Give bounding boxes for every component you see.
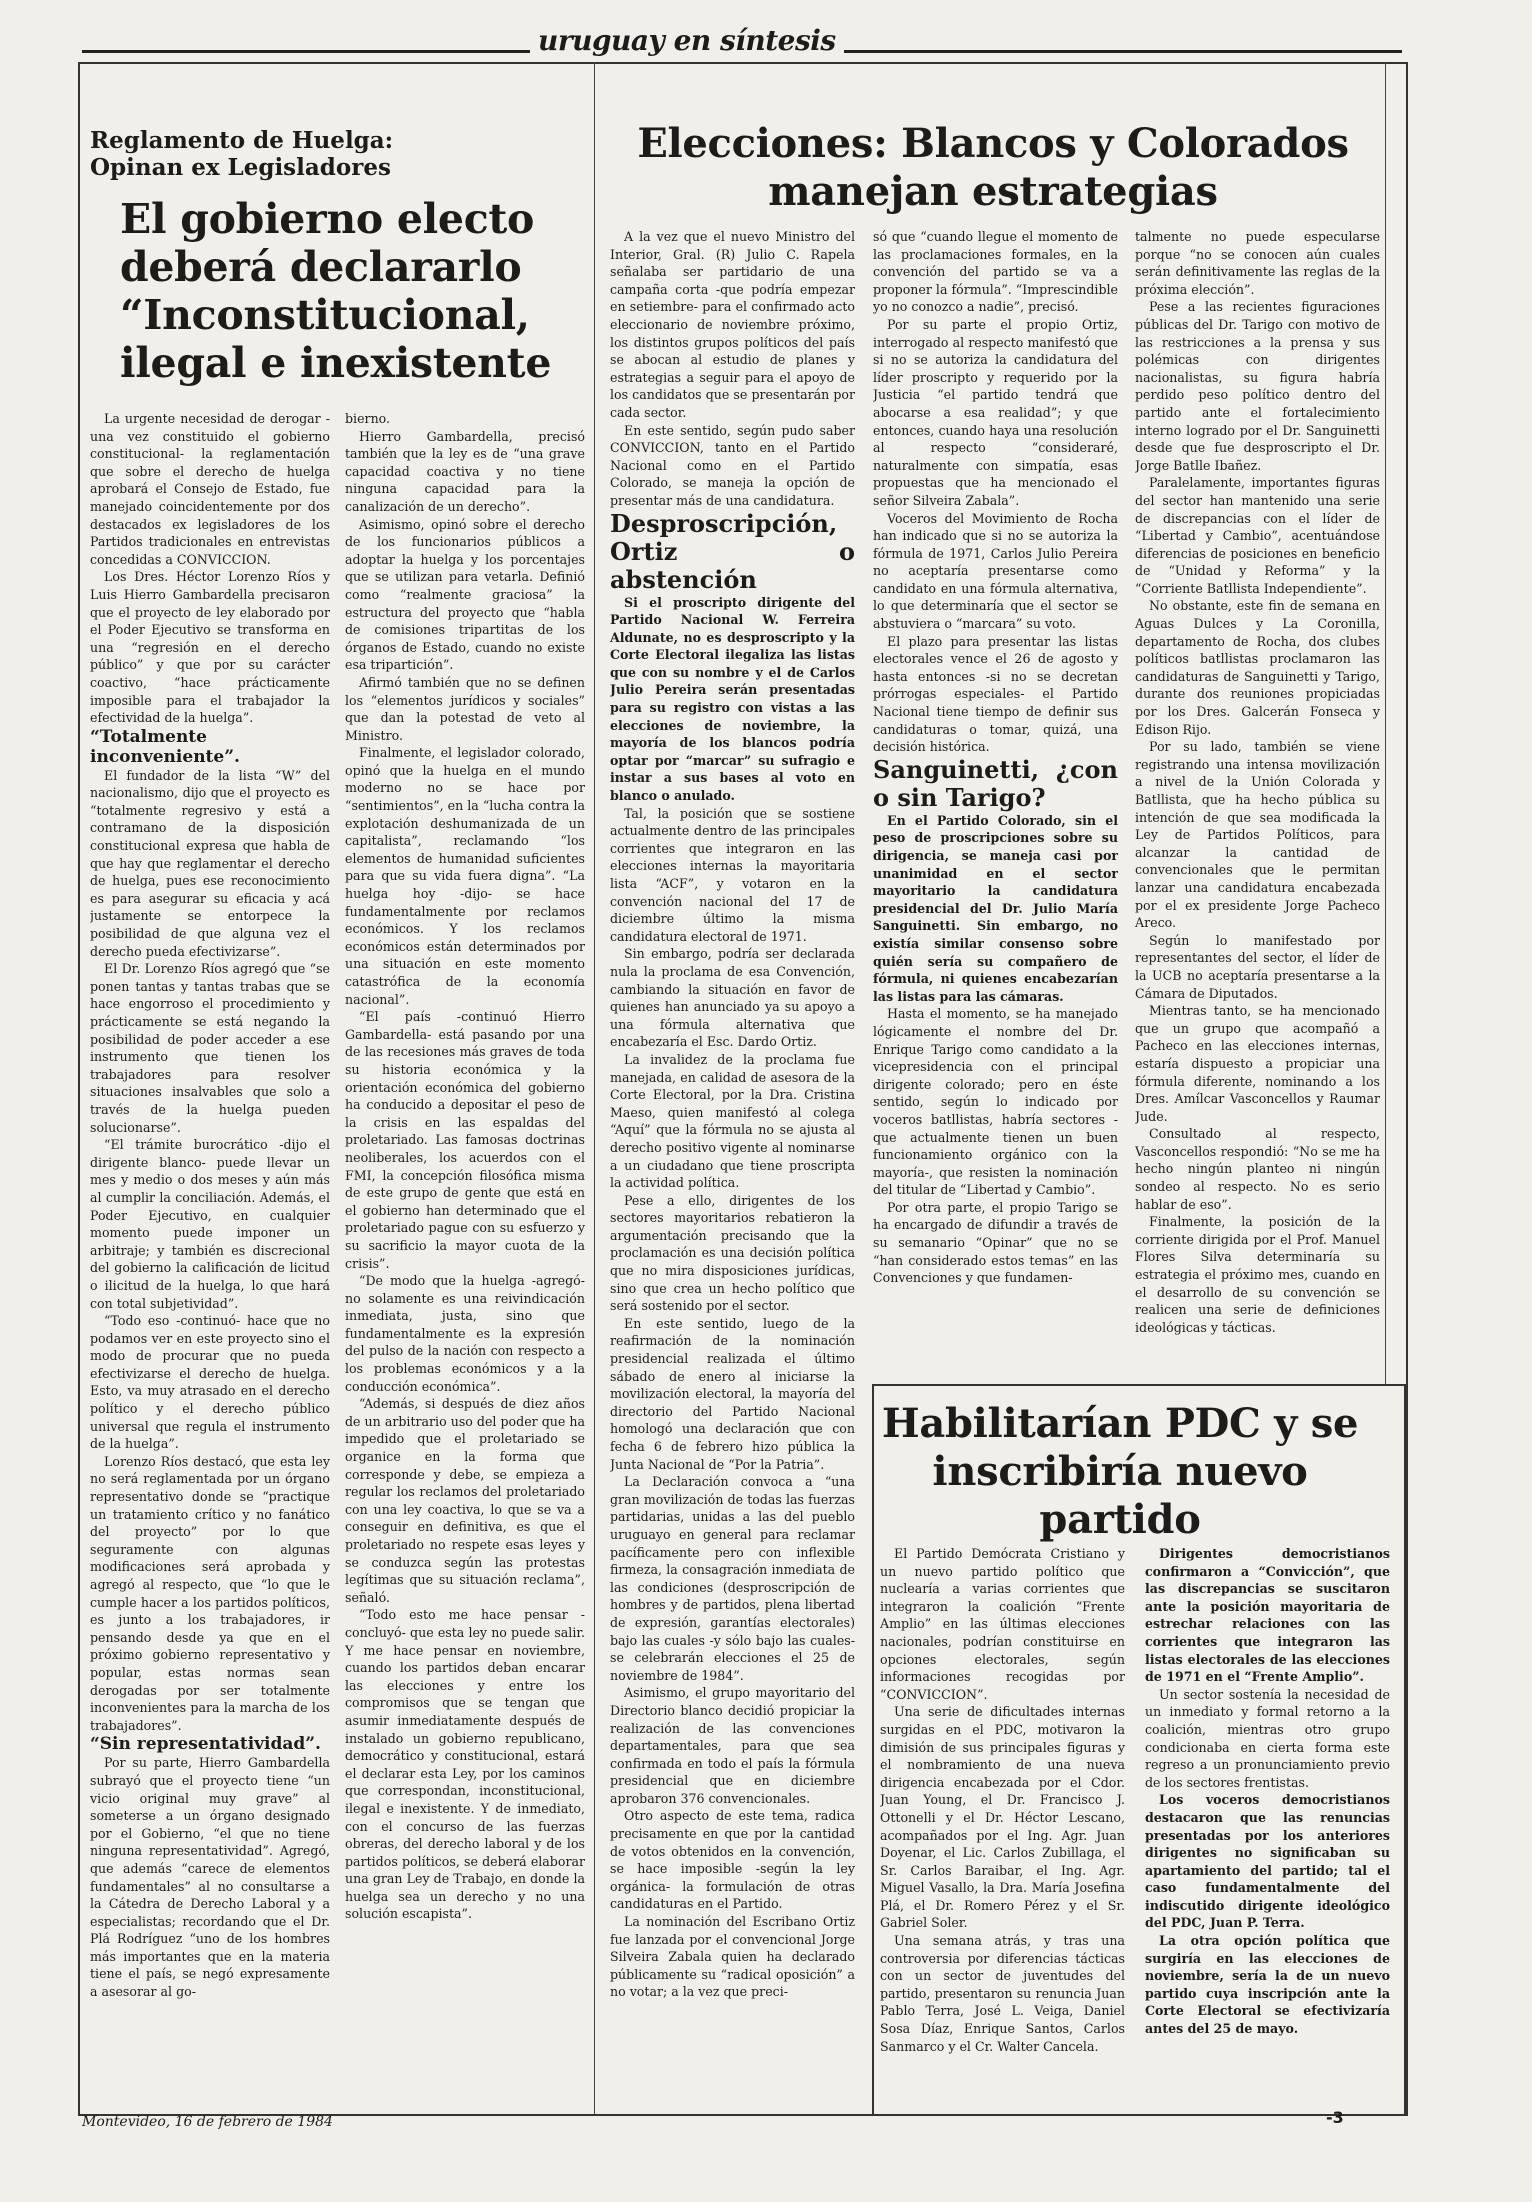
paragraph: Un sector sostenía la necesidad de un inmediato y formal retorno a la coalición, mientras otro grupo condicionaba en cierta forma este regreso a un pronunciamiento previo de los sectores frentistas. [1145,1686,1390,1790]
paragraph: Voceros del Movimiento de Rocha han indicado que si no se autoriza la fórmula de 1971, Carlos Julio Pereira no aceptaría presentarse como candidato en una fórmula alternativa, lo que determinaría que el sector se abstuviera o “marcara” su voto. [873,510,1118,632]
column-rule [594,62,595,2114]
subheading: “Totalmente inconveniente”. [90,726,240,767]
paragraph: El fundador de la lista “W” del nacionalismo, dijo que el proyecto es “totalmente regresivo y está a contramano de la disposición constitucional expresa que habla de que hay que reglamentar el derecho de huelga, pues ese reconocimiento es para asegurar su eficacia y acá justamente se entorpece la posibilidad de que alguna vez el derecho pueda efectivizarse”. [90,767,330,959]
paragraph: bierno. [345,411,391,426]
paragraph: Por su parte, Hierro Gambardella subrayó que el proyecto tiene “un vicio original muy grave” al someterse a un órgano designado por el Gobierno, “el que no tiene ninguna representatividad”. Agregó, que además “carece de elementos fundamentales” al no consultarse a la Cátedra de Derecho Laboral y a especialistas; recordando que el Dr. Plá Rodríguez “uno de los hombres más importantes que en la materia tiene el país, se negó expresamente a asesorar al go- [90,1755,330,2000]
paragraph: Finalmente, la posición de la corriente dirigida por el Prof. Manuel Flores Silva determinaría su estrategia el próximo mes, cuando en el desarrollo de su convención se realicen una serie de definiciones ideológicas y tácticas. [1135,1214,1380,1335]
paragraph: El Dr. Lorenzo Ríos agregó que “se ponen tantas y tantas trabas que se hace engorroso el procedimiento y prácticamente se está negando la posibilidad de poder acceder a ese instrumento que tienen los trabajadores para resolver situaciones insalvables que solo a través de la huelga pueden solucionarse”. [90,961,330,1135]
paragraph: Sin embargo, podría ser declarada nula la proclama de esa Convención, cambiando la situación en favor de quienes han anunciado ya su apoyo a una fórmula alternativa que encabezaría el Esc. Dardo Ortiz. [610,946,855,1050]
paragraph: Pese a ello, dirigentes de los sectores mayoritarios rebatieron la argumentación precisando que la proclamación es una decisión política que no mira disposiciones jurídicas, sino que crea un hecho político que será sostenido por el sector. [610,1192,855,1314]
paragraph: Por su parte el propio Ortiz, interrogado al respecto manifestó que si no se autoriza la candidatura del líder proscripto y requerido por la Justicia “el partido tendrá que abocarse a esa realidad”; y que entonces, cuando haya una resolución al respecto “consideraré, naturalmente con simpatía, esas propuestas que ha mencionado el señor Silveira Zabala”. [873,316,1118,508]
section-masthead: uruguay en síntesis [530,24,844,57]
paragraph: só que “cuando llegue el momento de las proclamaciones formales, en la convención del partido se va a proponer la fórmula”. “Imprescindible yo no conozco a nadie”, precisó. [873,229,1118,315]
paragraph: Consultado al respecto, Vasconcellos respondió: “No se me ha hecho ningún planteo ni ningún sondeo al respecto. No es serio hablar de eso”. [1135,1126,1380,1212]
column-rule [1385,62,1386,1384]
article-headline: Elecciones: Blancos y Colorados manejan estrategias [637,120,1349,215]
article-column [873,228,1118,1378]
article-column [880,1545,1125,2105]
paragraph: En este sentido, luego de la reafirmación de la nominación presidencial realizada el último sábado de enero al iniciarse la movilización electoral, la mayoría del directorio del Partido Nacional homologó una declaración que con fecha 6 de febrero hizo pública la Junta Nacional de “Por la Patria”. [610,1315,855,1472]
article-kicker: Reglamento de Huelga: Opinan ex Legisladores [90,127,394,181]
article-column [1135,228,1380,1378]
paragraph: En este sentido, según pudo saber CONVICCION, tanto en el Partido Nacional como en el Partido Colorado, se maneja la opción de presentar más de una candidatura. [610,422,855,508]
paragraph: Una semana atrás, y tras una controversia por diferencias tácticas con un sector de juventudes del partido, presentaron su renuncia Juan Pablo Terra, José L. Veiga, Daniel Sosa Díaz, Enrique Santos, Carlos Sanmarco y el Cr. Walter Cancela. [880,1933,1125,2054]
article-column [90,410,330,2110]
paragraph: La urgente necesidad de derogar -una vez constituido el gobierno constitucional- la reglamentación que sobre el derecho de huelga aprobará el Consejo de Estado, fue manejado coincidentemente por dos destacados ex legisladores de los Partidos tradicionales en entrevistas concedidas a CONVICCION. [90,411,330,567]
paragraph: “El país -continuó Hierro Gambardella- está pasando por una de las recesiones más graves de toda su historia económica y la orientación económica del gobierno ha conducido a depositar el peso de la crisis en las espaldas del proletariado. Las famosas doctrinas neoliberales, los acuerdos con el FMI, la concepción filosófica misma de este grupo de gente que está en el gobierno han determinado que el proletariado pague con su esfuerzo y su sacrificio la mayor cuota de la crisis”. [345,1009,585,1271]
paragraph: Los voceros democristianos destacaron que las renuncias presentadas por los anteriores dirigentes no significaban su apartamiento del partido; tal el caso fundamentalmente del indiscutido dirigente ideológico del PDC, Juan P. Terra. [1145,1792,1390,1931]
paragraph: Si el proscripto dirigente del Partido Nacional W. Ferreira Aldunate, no es desproscripto y la Corte Electoral ilegaliza las listas que con su nombre y el de Carlos Julio Pereira serán presentadas para su registro con vistas a las elecciones de noviembre, la mayoría de los blancos podría optar por “marcar” su sufragio e instar a sus bases al voto en blanco o anulado. [610,594,855,804]
paragraph: A la vez que el nuevo Ministro del Interior, Gral. (R) Julio C. Rapela señalaba ser partidario de una campaña corta -que podría empezar en setiembre- para el confirmado acto eleccionario de noviembre próximo, los distintos grupos políticos del país se abocan al estudio de planes y estrategias a seguir para el apoyo de los candidatos que se presentarán por cada sector. [610,229,855,420]
paragraph: El Partido Demócrata Cristiano y un nuevo partido político que nuclearía a varias corrientes que integraron la coalición “Frente Amplio” en las últimas elecciones nacionales, podrían constituirse en opciones electorales, según informaciones recogidas por “CONVICCION”. [880,1546,1125,1702]
subheading: “Sin representatividad”. [90,1734,321,1755]
paragraph: El plazo para presentar las listas electorales vence el 26 de agosto y hasta entonces -si no se decretan prórrogas especiales- el Partido Nacional tiene tiempo de definir sus candidaturas o tomar, quizá, una decisión histórica. [873,633,1118,755]
paragraph: No obstante, este fin de semana en Aguas Dulces y La Coronilla, departamento de Rocha, dos clubes políticos batllistas proclamaron las candidaturas de Sanguinetti y Tarigo, durante dos reuniones propiciadas por los Dres. Galcerán Fonseca y Edison Rijo. [1135,598,1380,737]
paragraph: Lorenzo Ríos destacó, que esta ley no será reglamentada por un órgano representativo donde se “practique un tratamiento crítico y no fanático del proyecto” por lo que seguramente con algunas modificaciones será aprobada y agregó al respecto, que “lo que le cumple hacer a los partidos políticos, es junto a los trabajadores, ir pensando desde ya que en el próximo gobierno representativo y popular, estas normas sean derogadas por ser totalmente inconvenientes para la marcha de los trabajadores”. [90,1453,330,1733]
paragraph: Asimismo, opinó sobre el derecho de los funcionarios públicos a adoptar la huelga y los porcentajes que se utilizan para vetarla. Definió como “realmente graciosa” la estructura del proyecto que “habla de comisiones tripartitas de los órganos de Estado, cuando no existe esa tripartición”. [345,516,585,673]
paragraph: Afirmó también que no se definen los “elementos jurídicos y sociales” que dan la potestad de veto al Ministro. [345,674,585,743]
paragraph: Los Dres. Héctor Lorenzo Ríos y Luis Hierro Gambardella precisaron que el proyecto de ley elaborado por el Poder Ejecutivo se transforma en una “regresión en el derecho público” y que por su carácter coactivo, “hace prácticamente imposible para el trabajador la efectividad de la huelga”. [90,569,330,726]
paragraph: talmente no puede especularse porque “no se conocen aún cuales serán definitivamente las reglas de la próxima elección”. [1135,229,1380,297]
paragraph: Según lo manifestado por representantes del sector, el líder de la UCB no aceptaría presentarse a la Cámara de Diputados. [1135,932,1380,1001]
dateline: Montevideo, 16 de febrero de 1984 [82,2114,333,2130]
paragraph: La nominación del Escribano Ortiz fue lanzada por el convencional Jorge Silveira Zabala quien ha declarado públicamente su “radical oposición” a no votar; a la vez que preci- [610,1914,855,2000]
page-number: -3 [1326,2108,1344,2127]
paragraph: Dirigentes democristianos confirmaron a “Convicción”, que las discrepancias se suscitaron ante la posición mayoritaria de estrechar relaciones con las corrientes que integraron las listas electorales de las elecciones de 1971 en el “Frente Amplio”. [1145,1546,1390,1685]
paragraph: La Declaración convoca a “una gran movilización de todas las fuerzas partidarias, unidas a las del pueblo uruguayo en general para reclamar pacíficamente pero con inflexible firmeza, la consagración inmediata de las condiciones (desproscripción de hombres y de partidos, plena libertad de expresión, garantías electorales) bajo las cuales -y sólo bajo las cuales- se celebrarán elecciones el 25 de noviembre de 1984”. [610,1474,855,1683]
article-column [345,410,585,2110]
paragraph: Finalmente, el legislador colorado, opinó que la huelga en el mundo moderno no se hace por “sentimientos”, en la “lucha contra la explotación deshumanizada de un capitalista”, reclamando “los elementos de humanidad suficientes para que su vida fuera digna”. “La huelga hoy -dijo- se hace fundamentalmente por reclamos económicos. Y los reclamos económicos están determinados por una situación en este momento catastrófica de la economía nacional”. [345,745,585,1007]
paragraph: Pese a las recientes figuraciones públicas del Dr. Tarigo con motivo de las restricciones a la prensa y sus polémicas con dirigentes nacionalistas, su figura habría perdido peso político dentro del partido ante el fortalecimiento interno logrado por el Dr. Sanguinetti desde que fue desproscripto el Dr. Jorge Batlle Ibañez. [1135,299,1380,473]
paragraph: La invalidez de la proclama fue manejada, en calidad de asesora de la Corte Electoral, por la Dra. Cristina Maeso, quien manifestó al colega “Aquí” que la fórmula no se ajusta al derecho positivo vigente al nominarse a un ciudadano que tiene proscripta la actividad política. [610,1051,855,1191]
paragraph: Una serie de dificultades internas surgidas en el PDC, motivaron la dimisión de sus principales figuras y el nombramiento de una nueva dirigencia encabezada por el Cdor. Juan Young, el Dr. Francisco J. Ottonelli y el Dr. Héctor Lescano, acompañados por el Ing. Agr. Juan Doyenar, el Lic. Carlos Zubillaga, el Sr. Carlos Baraibar, el Ing. Agr. Miguel Vasallo, la Dra. María Josefina Plá, el Dr. Romero Pérez y el Sr. Gabriel Soler. [880,1704,1125,1931]
paragraph: Por otra parte, el propio Tarigo se ha encargado de difundir a través de su semanario “Opinar” que no se “han considerado estos temas” en las Convenciones y que fundamen- [873,1199,1118,1286]
paragraph: Asimismo, el grupo mayoritario del Directorio blanco decidió propiciar la realización de las convenciones departamentales, para que sea confirmada en todo el país la fórmula presidencial que en diciembre aprobaron 376 convencionales. [610,1685,855,1806]
paragraph: “Además, si después de diez años de un arbitrario uso del poder que ha impedido que el proletariado se organice en la forma que corresponde y debe, se empieza a regular los reclamos del proletariado con una ley coactiva, lo que se va a conseguir en definitiva, es que el proletariado no respete esas leyes y se conduzca según las protestas legítimas que su situación reclama”, señaló. [345,1396,585,1605]
paragraph: “Todo esto me hace pensar -concluyó- que esta ley no puede salir. Y me hace pensar en noviembre, cuando los partidos deban encarar las elecciones y entre los compromisos que se tengan que asumir inmediatamente después de instalado un gobierno republicano, democrático y constitucional, estará el declarar esta Ley, por los caminos que correspondan, inconstitucional, ilegal e inexistente. Y de inmediato, con el concurso de las fuerzas obreras, del derecho laboral y de los partidos políticos, se deberá elaborar una gran Ley de Trabajo, en donde la huelga sea un derecho y no una solución escapista”. [345,1607,585,1922]
subheading: Desproscripción, Ortiz o abstención [610,508,855,594]
paragraph: La otra opción política que surgiría en las elecciones de noviembre, sería la de un nuevo partido cuya inscripción ante la Corte Electoral se efectivizaría antes del 25 de mayo. [1145,1933,1390,2037]
paragraph: “El trámite burocrático -dijo el dirigente blanco- puede llevar un mes y medio o dos meses y aún más al cumplir la conciliación. Además, el Poder Ejecutivo, en cualquier momento puede imponer un arbitraje; y también es discrecional del gobierno la calificación de licitud o ilicitud de la huelga, lo que hará con total subjetividad”. [90,1137,330,1311]
article-column [1145,1545,1390,2105]
paragraph: Mientras tanto, se ha mencionado que un grupo que acompañó a Pacheco en las elecciones internas, estaría dispuesto a propiciar una fórmula diferente, nominando a los Dres. Amílcar Vasconcellos y Raumar Jude. [1135,1003,1380,1124]
paragraph: Paralelamente, importantes figuras del sector han mantenido una serie de discrepancias con el líder de “Libertad y Cambio”, acentuándose diferencias de posiciones en beneficio de “Unidad y Reforma” y la “Corriente Batllista Independiente”. [1135,475,1380,596]
article-headline: Habilitarían PDC y se inscribiría nuevo partido [881,1400,1359,1543]
paragraph: En el Partido Colorado, sin el peso de proscripciones sobre su dirigencia, se maneja casi por unanimidad en el sector mayoritario la candidatura presidencial del Dr. Julio María Sanguinetti. Sin embargo, no existía similar consenso sobre quién sería su compañero de fórmula, ni quienes encabezarían las listas para las cámaras. [873,812,1118,1004]
paragraph: Tal, la posición que se sostiene actualmente dentro de las principales corrientes que integraron en las elecciones internas la mayoritaria lista “ACF”, y votaron en la convención nacional del 17 de diciembre último la misma candidatura electoral de 1971. [610,805,855,944]
paragraph: Por su lado, también se viene registrando una intensa movilización a nivel de la Unión Colorada y Batllista, que ha hecho pública su intención de que sea modificada la Ley de Partidos Políticos, para alcanzar la cantidad de convencionales que le permitan lanzar una candidatura encabezada por el ex presidente Jorge Pacheco Areco. [1135,739,1380,931]
paragraph: “De modo que la huelga -agregó- no solamente es una reivindicación inmediata, justa, sino que fundamentalmente es la expresión del pulso de la nación con respecto a los problemas económicos y a la conducción económica”. [345,1273,585,1394]
paragraph: Otro aspecto de este tema, radica precisamente en que por la cantidad de votos obtenidos en la convención, se hace imposible -según la ley orgánica- la formulación de otras candidaturas en el Partido. [610,1808,855,1912]
paragraph: Hierro Gambardella, precisó también que la ley es de “una grave capacidad coactiva y no tiene ninguna capacidad para la canalización de un derecho”. [345,428,585,514]
article-column [610,228,855,2110]
paragraph: “Todo eso -continuó- hace que no podamos ver en este proyecto sino el modo de procurar que no pueda efectivizarse el derecho de huelga. Esto, va muy atrasado en el derecho político y el derecho público universal que regula el instrumento de la huelga”. [90,1313,330,1452]
article-headline: El gobierno electo deberá declararlo “Inconstitucional, ilegal e inexistente [120,195,552,387]
paragraph: Hasta el momento, se ha manejado lógicamente el nombre del Dr. Enrique Tarigo como candidato a la vicepresidencia con el principal dirigente colorado; pero en éste sentido, según lo indicado por voceros batllistas, habría sectores -que actualmente tienen un buen funcionamiento orgánico con la mayoría-, que resisten la nominación del titular de “Libertad y Cambio”. [873,1006,1118,1198]
subheading: Sanguinetti, ¿con o sin Tarigo? [873,754,1118,812]
